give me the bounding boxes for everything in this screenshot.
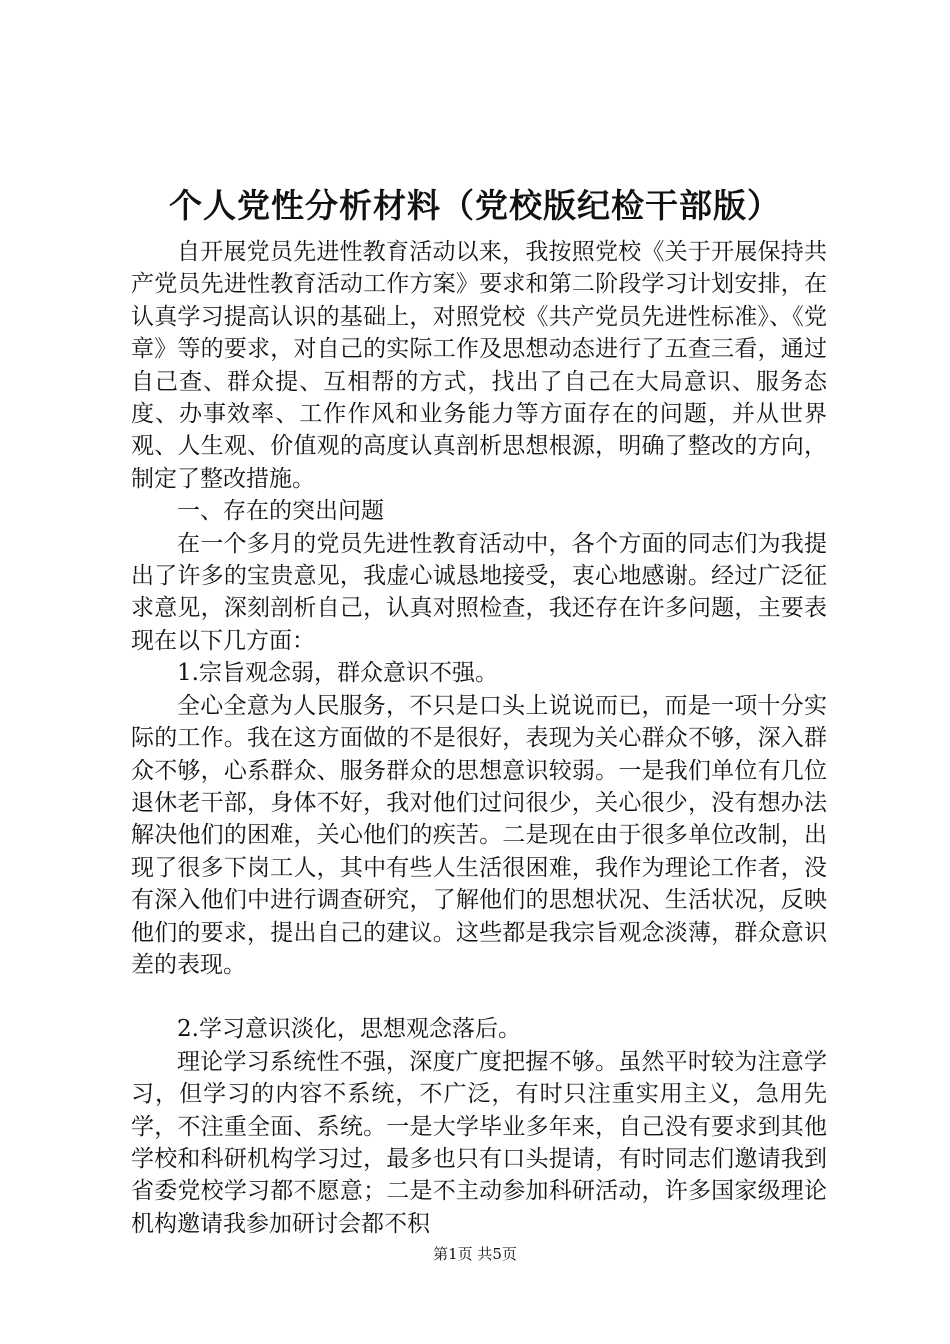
intro-paragraph: 自开展党员先进性教育活动以来，我按照党校《关于开展保持共产党员先进性教育活动工作方案》要求和第二阶段学习计划安排，在认真学习提高认识的基础上，对照党校《共产党员先进性标准》、《党章》等的要求，对自己的实际工作及思想动态进行了五查三看，通过自己查、群众提、互相帮的方式，找出了自己在大局意识、服务态度、办事效率、工作作风和业务能力等方面存在的问题，并从世界观、人生观、价值观的高度认真剖析思想根源，明确了整改的方向，制定了整改措施。 [131,239,827,492]
document-title: 个人党性分析材料（党校版纪检干部版） [169,186,781,225]
document-body [131,236,827,1240]
body-paragraph: 在一个多月的党员先进性教育活动中，各个方面的同志们为我提出了许多的宝贵意见，我虚心诚恳地接受，衷心地感谢。经过广泛征求意见，深刻剖析自己，认真对照检查，我还存在许多问题，主要表现在以下几方面： [131,530,827,654]
body-paragraph: 理论学习系统性不强，深度广度把握不够。虽然平时较为注意学习，但学习的内容不系统，不广泛，有时只注重实用主义，急用先学，不注重全面、系统。一是大学毕业多年来，自己没有要求到其他学校和科研机构学习过，最多也只有口头提请，有时同志们邀请我到省委党校学习都不愿意；二是不主动参加科研活动，许多国家级理论机构邀请我参加研讨会都不积 [131,1048,827,1237]
page-footer: 第1页 共5页 [433,1245,517,1263]
body-paragraph: 全心全意为人民服务，不只是口头上说说而已，而是一项十分实际的工作。我在这方面做的不是很好，表现为关心群众不够，深入群众不够，心系群众、服务群众的思想意识较弱。一是我们单位有几位退休老干部，身体不好，我对他们过问很少，关心很少，没有想办法解决他们的困难，关心他们的疾苦。二是现在由于很多单位改制，出现了很多下岗工人，其中有些人生活很困难，我作为理论工作者，没有深入他们中进行调查研究，了解他们的思想状况、生活状况，反映他们的要求，提出自己的建议。这些都是我宗旨观念淡薄，群众意识差的表现。 [131,692,827,978]
subheading: 1.宗旨观念弱，群众意识不强。 [177,660,498,687]
subheading: 2.学习意识淡化，思想观念落后。 [177,1016,521,1043]
section-heading: 一、存在的突出问题 [177,498,384,525]
